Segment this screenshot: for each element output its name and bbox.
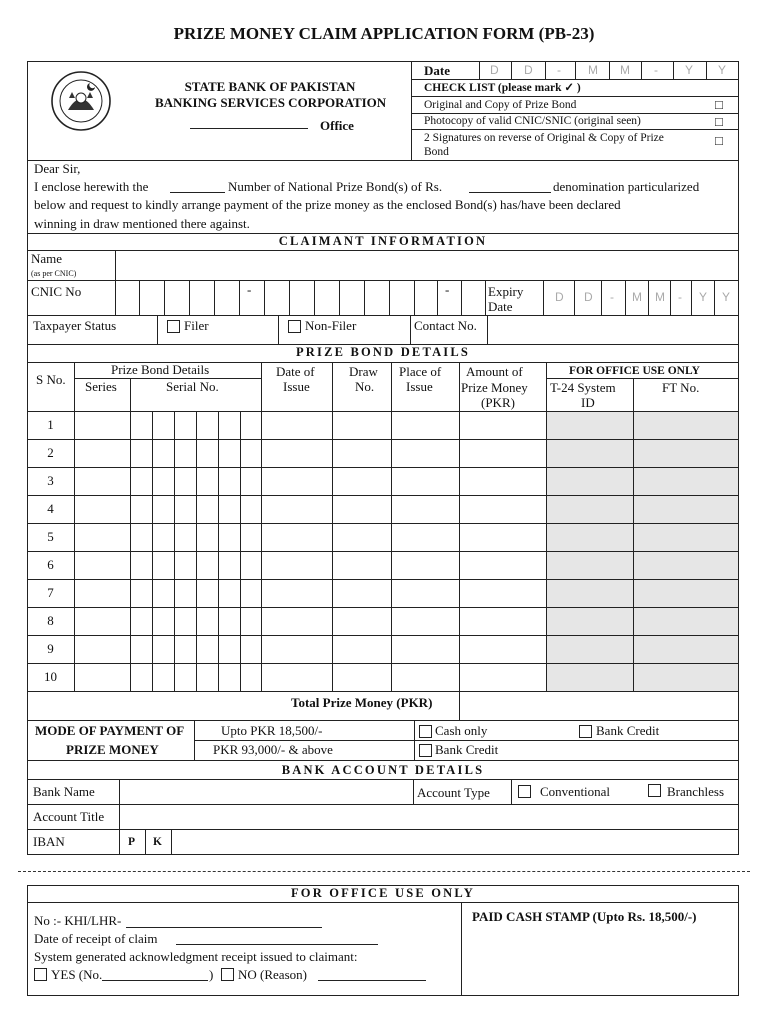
date-y1: Y bbox=[685, 63, 694, 77]
payment-above-range: PKR 93,000/- & above bbox=[213, 742, 333, 757]
ack-yes-close: ) bbox=[209, 967, 214, 982]
office-label: Office bbox=[320, 118, 354, 133]
bank-section-title: BANK ACCOUNT DETAILS bbox=[281, 763, 485, 777]
col-serial: Serial No. bbox=[166, 379, 219, 394]
expiry-m1: M bbox=[632, 290, 642, 304]
col-sno: S No. bbox=[36, 372, 66, 387]
bank-credit-checkbox-above[interactable] bbox=[419, 744, 432, 757]
org-line-2: BANKING SERVICES CORPORATION bbox=[155, 95, 387, 110]
ack-yes-label: YES (No. bbox=[51, 967, 103, 982]
receipt-date-field[interactable] bbox=[176, 944, 378, 945]
checkbox-signatures[interactable]: □ bbox=[715, 133, 723, 148]
filer-label: Filer bbox=[184, 318, 209, 333]
office-section-title: FOR OFFICE USE ONLY bbox=[290, 886, 476, 900]
org-line-1: STATE BANK OF PAKISTAN bbox=[184, 79, 356, 94]
office-no-field[interactable] bbox=[126, 927, 322, 928]
total-prize-money-input[interactable] bbox=[460, 692, 738, 719]
iban-k: K bbox=[153, 836, 162, 848]
conventional-checkbox[interactable] bbox=[518, 785, 531, 798]
table-row: 2 bbox=[47, 445, 54, 460]
table-row: 3 bbox=[47, 473, 54, 488]
denomination-field[interactable] bbox=[469, 192, 551, 193]
table-row: 9 bbox=[47, 641, 54, 656]
account-title-input[interactable] bbox=[120, 805, 738, 829]
office-no-label: No :- KHI/LHR- bbox=[34, 913, 122, 928]
ack-no-label: NO (Reason) bbox=[238, 967, 307, 982]
cash-only-checkbox[interactable] bbox=[419, 725, 432, 738]
payment-upto-range: Upto PKR 18,500/- bbox=[221, 723, 323, 738]
date-label: Date bbox=[424, 63, 450, 78]
bank-credit-checkbox-upto[interactable] bbox=[579, 725, 592, 738]
expiry-y1: Y bbox=[699, 290, 708, 304]
col-date-of-issue-2: Issue bbox=[283, 379, 310, 394]
iban-label: IBAN bbox=[33, 834, 65, 849]
header-box bbox=[27, 61, 739, 161]
date-m1: M bbox=[588, 63, 598, 77]
col-place-of-issue-2: Issue bbox=[406, 379, 433, 394]
letter-line1c: denomination particularized bbox=[553, 179, 700, 194]
account-type-label: Account Type bbox=[417, 785, 490, 800]
col-date-of-issue: Date of bbox=[276, 364, 315, 379]
conventional-label: Conventional bbox=[540, 784, 611, 799]
bank-credit-label-upto: Bank Credit bbox=[596, 723, 660, 738]
checklist-title: CHECK LIST (please mark ✓ ) bbox=[424, 82, 581, 94]
col-amount-2: Prize Money bbox=[461, 380, 528, 395]
checkbox-prize-bond[interactable]: □ bbox=[715, 97, 723, 112]
date-sep2: - bbox=[654, 63, 658, 77]
date-d2: D bbox=[524, 63, 533, 77]
col-office-use: FOR OFFICE USE ONLY bbox=[569, 365, 700, 377]
cnic-dash-1: - bbox=[247, 282, 252, 297]
expiry-y2: Y bbox=[722, 290, 731, 304]
expiry-d2: D bbox=[584, 290, 593, 304]
expiry-m2: M bbox=[655, 290, 665, 304]
bank-name-label: Bank Name bbox=[33, 784, 95, 799]
letter-line1b: Number of National Prize Bond(s) of Rs. bbox=[228, 179, 443, 194]
expiry-sep2: - bbox=[678, 290, 682, 304]
bank-name-input[interactable] bbox=[120, 780, 412, 804]
payment-mode-label: MODE OF PAYMENT OF bbox=[35, 723, 185, 738]
expiry-label: Expiry bbox=[488, 284, 524, 299]
checkbox-cnic[interactable]: □ bbox=[715, 114, 723, 129]
col-place-of-issue: Place of bbox=[399, 364, 442, 379]
table-row: 10 bbox=[44, 669, 57, 684]
ack-yes-checkbox[interactable] bbox=[34, 968, 47, 981]
col-amount: Amount of bbox=[466, 364, 523, 379]
letter-line2: below and request to kindly arrange payment of the prize money as the enclosed Bond(s) has/have been declared bbox=[34, 197, 621, 212]
letter-line1a: I enclose herewith the bbox=[34, 179, 149, 194]
contact-label: Contact No. bbox=[414, 318, 477, 333]
nonfiler-label: Non-Filer bbox=[305, 318, 357, 333]
cut-line bbox=[18, 871, 750, 872]
date-sep1: - bbox=[557, 63, 561, 77]
receipt-date-label: Date of receipt of claim bbox=[34, 931, 158, 946]
cnic-label: CNIC No bbox=[31, 284, 82, 299]
form-title: PRIZE MONEY CLAIM APPLICATION FORM (PB-23) bbox=[173, 24, 595, 43]
table-row: 4 bbox=[47, 501, 54, 516]
checklist-item-prize-bond: Original and Copy of Prize Bond bbox=[424, 99, 577, 111]
claimant-section-title: CLAIMANT INFORMATION bbox=[278, 234, 488, 248]
filer-checkbox[interactable] bbox=[167, 320, 180, 333]
nonfiler-checkbox[interactable] bbox=[288, 320, 301, 333]
ack-no-reason-field[interactable] bbox=[318, 980, 426, 981]
bond-section-title: PRIZE BOND DETAILS bbox=[295, 345, 471, 359]
table-row: 6 bbox=[47, 557, 54, 572]
expiry-sep1: - bbox=[610, 290, 614, 304]
payment-mode-label-2: PRIZE MONEY bbox=[66, 742, 159, 757]
table-row: 8 bbox=[47, 613, 54, 628]
paid-cash-stamp-label: PAID CASH STAMP (Upto Rs. 18,500/-) bbox=[472, 909, 697, 924]
account-title-label: Account Title bbox=[33, 809, 105, 824]
bank-credit-label-above: Bank Credit bbox=[435, 742, 499, 757]
ack-yes-number-field[interactable] bbox=[102, 980, 208, 981]
ack-no-checkbox[interactable] bbox=[221, 968, 234, 981]
bond-count-field[interactable] bbox=[170, 192, 225, 193]
iban-p: P bbox=[128, 836, 136, 848]
office-name-field[interactable] bbox=[190, 128, 308, 129]
branchless-label: Branchless bbox=[667, 784, 725, 799]
name-sub-label: (as per CNIC) bbox=[31, 269, 77, 278]
col-draw-no: Draw bbox=[349, 364, 378, 379]
sbp-seal-icon bbox=[50, 70, 112, 132]
paid-cash-stamp-area[interactable] bbox=[462, 926, 738, 995]
total-prize-money-label: Total Prize Money (PKR) bbox=[291, 695, 433, 710]
col-t24-2: ID bbox=[581, 395, 595, 410]
contact-input[interactable] bbox=[488, 316, 738, 343]
col-amount-3: (PKR) bbox=[481, 395, 515, 410]
checklist-item-cnic: Photocopy of valid CNIC/SNIC (original seen) bbox=[424, 115, 641, 127]
name-label: Name bbox=[31, 251, 63, 266]
col-prize-bond-details: Prize Bond Details bbox=[111, 362, 210, 377]
col-t24: T-24 System bbox=[550, 380, 616, 395]
salutation: Dear Sir, bbox=[34, 161, 81, 176]
col-series: Series bbox=[85, 379, 117, 394]
date-d1: D bbox=[490, 63, 499, 77]
expiry-label-2: Date bbox=[488, 299, 513, 314]
cnic-dash-2: - bbox=[445, 282, 450, 297]
col-draw-no-2: No. bbox=[355, 379, 375, 394]
checklist-item-signatures-cont: Bond bbox=[424, 146, 449, 158]
col-ft-no: FT No. bbox=[662, 380, 700, 395]
name-input[interactable] bbox=[116, 251, 738, 279]
date-y2: Y bbox=[718, 63, 727, 77]
expiry-d1: D bbox=[555, 290, 564, 304]
table-row: 5 bbox=[47, 529, 54, 544]
ack-receipt-label: System generated acknowledgment receipt issued to claimant: bbox=[34, 949, 358, 964]
date-m2: M bbox=[620, 63, 630, 77]
taxpayer-label: Taxpayer Status bbox=[33, 318, 117, 333]
checklist-item-signatures: 2 Signatures on reverse of Original & Copy of Prize bbox=[424, 132, 664, 144]
table-row: 7 bbox=[47, 585, 54, 600]
table-row: 1 bbox=[47, 417, 54, 432]
cash-only-label: Cash only bbox=[435, 723, 488, 738]
letter-line3: winning in draw mentioned there against. bbox=[34, 216, 250, 231]
branchless-checkbox[interactable] bbox=[648, 784, 661, 797]
